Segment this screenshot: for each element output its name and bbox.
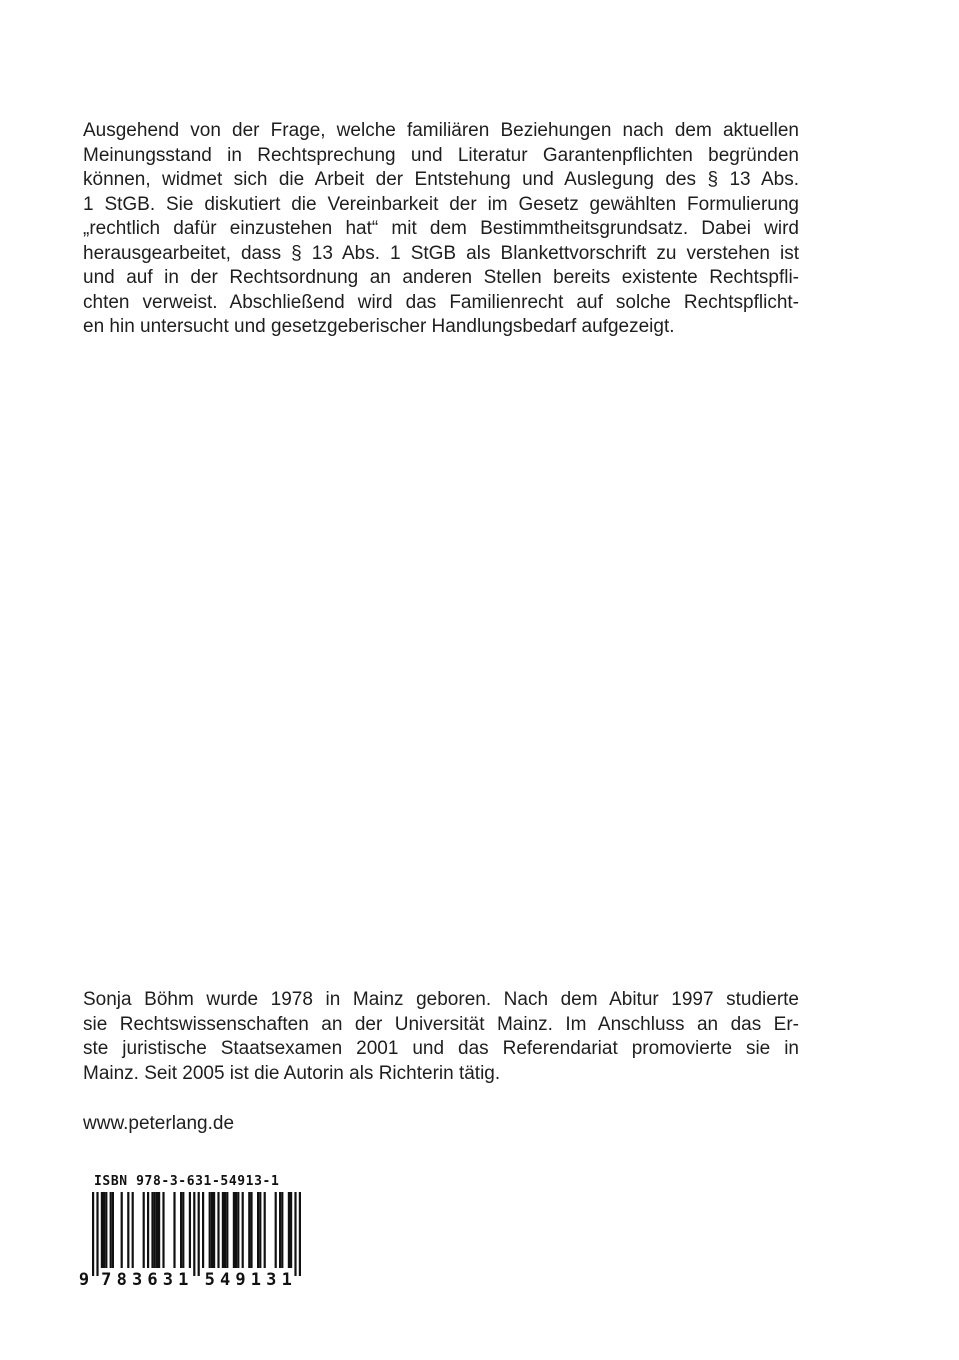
abstract-line: en hin untersucht und gesetzgeberischer Handlungsbedarf aufgezeigt. [83,316,675,337]
barcode-bar [162,1192,164,1268]
barcode-digit: 1 [178,1270,189,1286]
barcode-bar [127,1192,129,1268]
barcode-guard-bar [92,1192,94,1276]
barcode-bar [290,1192,292,1268]
barcode-bar [248,1192,250,1268]
barcode-bar [235,1192,237,1268]
barcode-bar [237,1192,239,1268]
barcode-digit: 6 [147,1270,158,1286]
barcode-bar [121,1192,123,1268]
barcode-bars [92,1192,301,1276]
barcode-digits [79,1270,292,1286]
abstract-line: chten verweist. Abschließend wird das Familienrecht auf solche Rechtspflicht- [83,291,799,313]
barcode-bar [173,1192,175,1268]
barcode-bar [211,1192,213,1268]
barcode-bar [233,1192,235,1268]
barcode-bar [222,1192,224,1268]
barcode-bar [189,1192,191,1268]
barcode-guard-bar [299,1192,301,1276]
barcode-digit: 9 [78,1270,90,1286]
isbn-label: ISBN 978-3-631-54913-1 [94,1174,280,1189]
barcode-bar [158,1192,160,1268]
barcode-digit: 3 [266,1270,277,1286]
bio-line: sie Rechtswissenschaften an der Universität Mainz. Im Anschluss an das Er- [83,1013,799,1035]
book-abstract [83,119,799,340]
barcode-bar [264,1192,266,1268]
barcode-bar [242,1192,244,1268]
barcode-bar [180,1192,182,1268]
barcode-digit: 8 [116,1270,127,1286]
barcode-digit: 1 [281,1270,292,1286]
barcode-bar [101,1192,103,1268]
barcode-graphic [78,1192,310,1286]
barcode-bar [110,1192,112,1268]
barcode-digit: 9 [235,1270,246,1286]
barcode-guard-bar [193,1192,195,1276]
barcode-bar [275,1192,277,1268]
barcode-guard-bar [198,1192,200,1276]
barcode-bar [143,1192,145,1268]
publisher-website-link[interactable]: www.peterlang.de [83,1113,235,1134]
barcode-bar [279,1192,281,1268]
barcode-bar [257,1192,259,1268]
barcode-digit: 5 [204,1270,215,1286]
barcode-bar [147,1192,149,1268]
bio-line: ste juristische Staatsexamen 2001 und das Referendariat promovierte sie in [83,1038,799,1059]
barcode-bar [250,1192,252,1268]
abstract-line: 1 StGB. Sie diskutiert die Vereinbarkeit der im Gesetz gewählten Formulierung [83,193,799,215]
abstract-line: und auf in der Rechtsordnung an anderen Stellen bereits existente Rechtspfli- [83,267,799,288]
barcode-bar [151,1192,153,1268]
barcode-digit: 4 [219,1270,231,1286]
barcode-digit: 1 [250,1270,262,1286]
barcode-bar [259,1192,261,1268]
abstract-line: können, widmet sich die Arbeit der Entstehung und Auslegung des § 13 Abs. [83,169,799,190]
barcode-bar [288,1192,290,1268]
barcode-bar [112,1192,114,1268]
abstract-line: Meinungsstand in Rechtsprechung und Literatur Garantenpflichten begründen [83,144,799,166]
barcode-bar [224,1192,226,1268]
barcode-bar [213,1192,215,1268]
barcode-bar [226,1192,228,1268]
isbn-barcode [78,1174,310,1286]
barcode-bar [156,1192,158,1268]
barcode-guard-bar [96,1192,98,1276]
barcode-bar [182,1192,184,1268]
bio-line: Mainz. Seit 2005 ist die Autorin als Richterin tätig. [83,1062,501,1084]
barcode-bar [209,1192,211,1268]
barcode-digit: 3 [162,1270,174,1286]
barcode-digit: 7 [101,1270,112,1286]
barcode-bar [281,1192,283,1268]
abstract-line: herausgearbeitet, dass § 13 Abs. 1 StGB als Blankettvorschrift zu verstehen ist [83,242,799,264]
barcode-bar [202,1192,204,1268]
barcode-bar [217,1192,219,1268]
bio-line: Sonja Böhm wurde 1978 in Mainz geboren. Nach dem Abitur 1997 studierte [83,989,799,1010]
barcode-bar [154,1192,156,1268]
abstract-line: „rechtlich dafür einzustehen hat“ mit dem Bestimmtheitsgrundsatz. Dabei wird [83,218,799,239]
barcode-bar [103,1192,105,1268]
barcode-bar [105,1192,107,1268]
barcode-digit: 3 [131,1270,143,1286]
barcode-bar [132,1192,134,1268]
abstract-line: Ausgehend von der Frage, welche familiären Beziehungen nach dem aktuellen [83,120,799,141]
barcode-guard-bar [294,1192,296,1276]
author-bio [83,988,799,1086]
